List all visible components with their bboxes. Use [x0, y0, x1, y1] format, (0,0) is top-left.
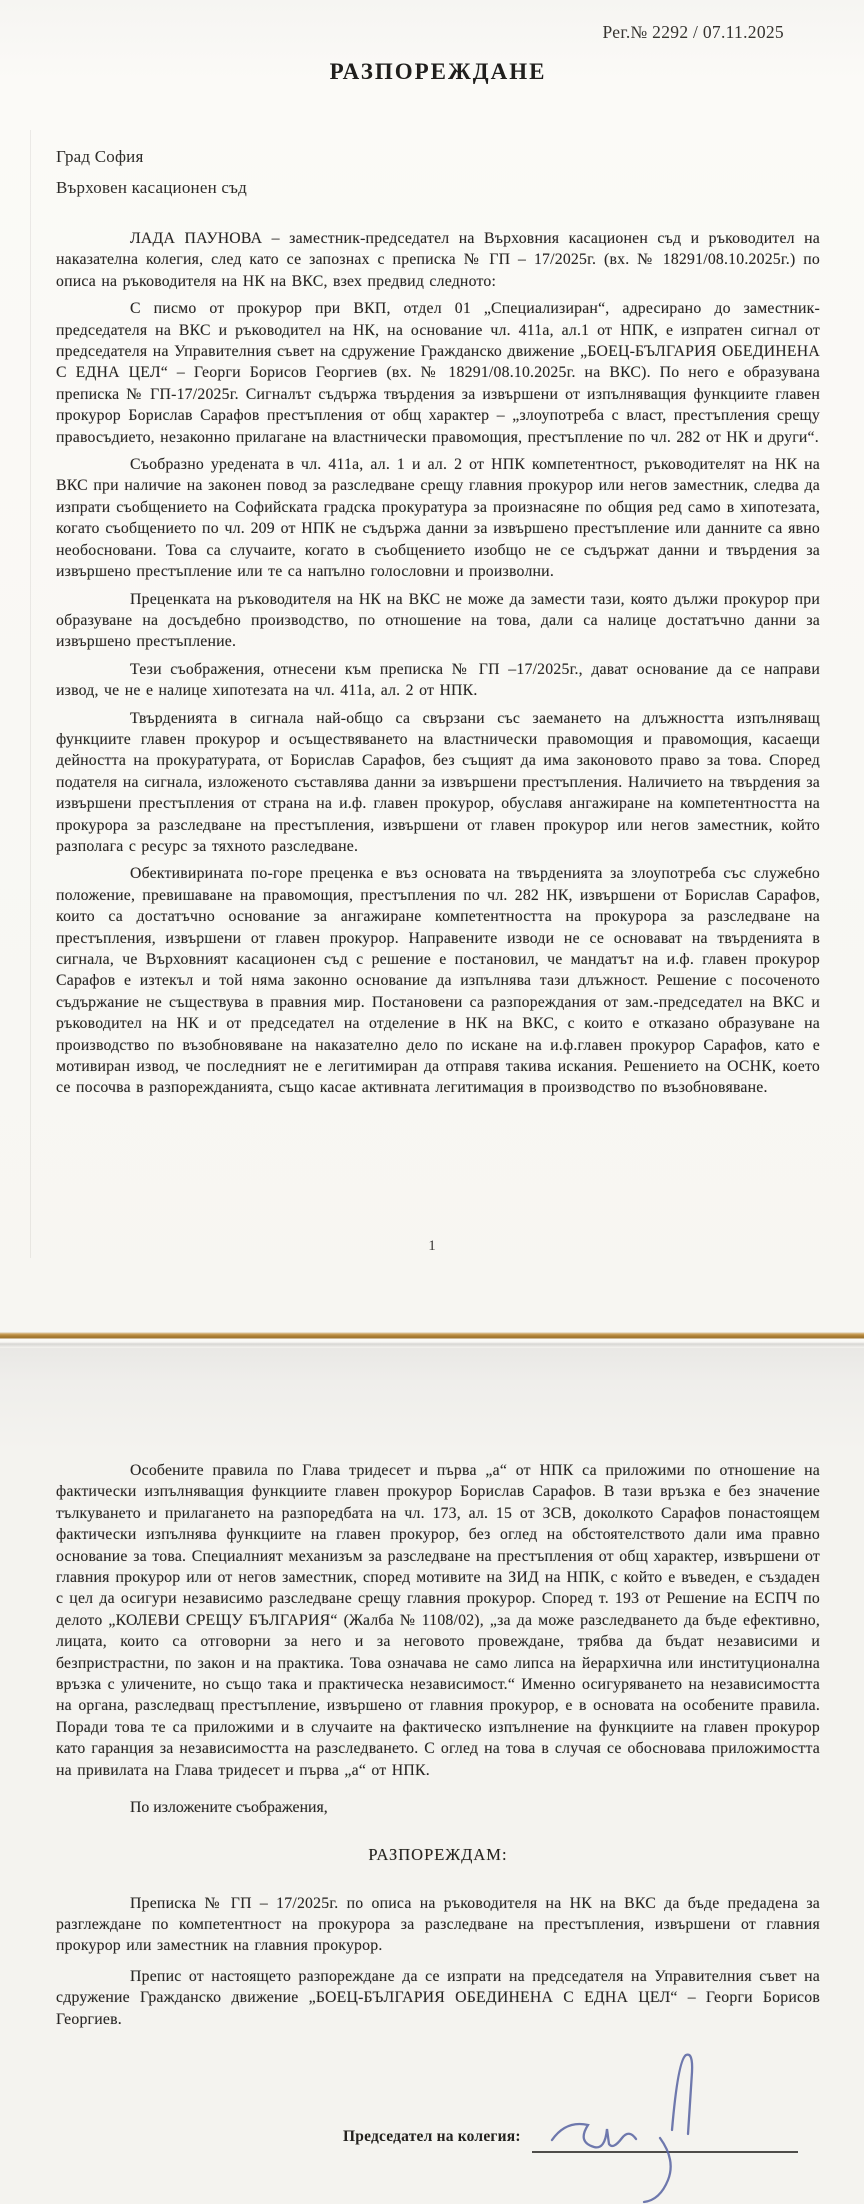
scan-page-2	[0, 1348, 864, 2204]
paragraph: Обективирината по-горе преценка е въз основата на твърденията за злоупотреба със служебно положение, превишаване на правомощия, престъпления по чл. 282 НК, извършени от Борислав Сарафов, които са достатъчно основание за ангажиране компетентността на прокурора за разследване на престъпления, извършени от главен прокурор. Направените изводи не се основават на твърденията в сигнала, че Върховният касационен съд с решение е постановил, че мандатът на и.ф. главен прокурор Сарафов е изтекъл и той няма законно основание да изпълнява тази длъжност. Решение с посоченото съдържание не съществува в правния мир. Постановени са разпореждания от зам.-председател на ВКС и ръководител на НК и от председател на отделение в НК на ВКС, с които е отказано образуване на производство по възобновяване на наказателно дело по искане на и.ф.главен прокурор Сарафов, като е мотивиран извод, че последният не е легитимиран да отправя такива искания. Решението на ОСНК, което се посочва в разпорежданията, също касае активната легитимация в производство по възобновяване.	[56, 865, 820, 1097]
registration-number: Рег.№ 2292 / 07.11.2025	[602, 22, 784, 42]
paragraph: Твърденията в сигнала най-общо са свързани със заемането на длъжността изпълняващ функциите главен прокурор и осъществяването на властнически правомощия и правомощия, касаещи дейността на прокуратурата, от Борислав Сарафов, без същият да има законовото право за това. Според подателя на сигнала, изложеното съставлява данни за извършени престъпления. Наличието на твърдения за извършени престъпления от страна на и.ф. главен прокурор, обуславя ангажиране на компетентността на прокурора за разследване на престъпления, извършени от главен прокурор или негов заместник, който разполага с ресурс за тяхното разследване.	[56, 709, 820, 855]
paragraph: Препис от настоящето разпореждане да се изпрати на председателя на Управителния съвет на сдружение Гражданско движение „БОЕЦ-БЪЛГАРИЯ ОБЕДИНЕНА С ЕДНА ЦЕЛ“ – Георги Борисов Георгиев.	[56, 1967, 820, 2028]
order-heading: РАЗПОРЕЖДАМ:	[368, 1844, 508, 1864]
header-place-block	[56, 141, 820, 203]
page2-body-paragraphs	[56, 1460, 820, 1781]
page-number: 1	[428, 1238, 436, 1254]
document-title: РАЗПОРЕЖДАНЕ	[329, 59, 547, 84]
paragraph: Преписка № ГП – 17/2025г. по описа на ръководителя на НК на ВКС да бъде предадена за разглеждане по компетентност на прокурора за разследване на престъпления, извършени от главния прокурор или заместник на главния прокурор.	[56, 1894, 820, 1955]
signature-label: Председател на колегия:	[343, 2128, 521, 2145]
page1-body-paragraphs	[56, 228, 820, 1099]
closing-line: По изложените съображения,	[130, 1799, 328, 1817]
page-edge-divider	[0, 1332, 864, 1348]
court-line: Върховен касационен съд	[56, 178, 247, 197]
paragraph: Особените правила по Глава тридесет и първа „а“ от НПК са приложими по отношение на фактически изпълняващия функциите главен прокурор Борислав Сарафов. В тази връзка е без значение тълкуването и прилагането на разпоредбата на чл. 173, ал. 15 от ЗСВ, доколкото Сарафов понастоящем фактически изпълнява функциите на главен прокурор, без оглед на обстоятелството дали има правно основание за това. Специалният механизъм за разследване на престъпления от общ характер, извършени от главния прокурор или от негов заместник, според мотивите на ЗИД на НПК, с който е въведен, е създаден с цел да осигури независимо разследване срещу главния прокурор. Според т. 193 от Решение на ЕСПЧ по делото „КОЛЕВИ СРЕЩУ БЪЛГАРИЯ“ (Жалба № 1108/02), „за да може разследването да бъде ефективно, лицата, които са отговорни за него и за неговото провеждане, трябва да бъдат независими и безпристрастни, по закон и на практика. Това означава не само липса на йерархична или институционална връзка с уличените, но също така и практическа независимост.“ Именно осигуряването на независимостта на органа, разследващ престъпление, извършено от главния прокурор, е в основата на особените правила. Поради това те са приложими и в случаите на фактическо изпълнение на функциите на главен прокурор като гаранция за независимостта на разследването. С оглед на това в случая се обосновава приложимостта на привилата на Глава тридесет и първа „а“ от НПК.	[56, 1462, 820, 1779]
paragraph: С писмо от прокурор при ВКП, отдел 01 „Специализиран“, адресирано до заместник-председателя на ВКС и ръководител на НК, на основание чл. 411а, ал.1 от НПК, е изпратен сигнал от председателя на Управителния съвет на сдружение Гражданско движение „БОЕЦ-БЪЛГАРИЯ ОБЕДИНЕНА С ЕДНА ЦЕЛ“ – Георги Борисов Георгиев (вх. № 18291/08.10.2025г. на ВКС). По него е образувана преписка № ГП-17/2025г. Сигналът съдържа твърдения за извършени от изпълняващия функциите главен прокурор Борислав Сарафов престъпления от общ характер – „злоупотреба с власт, престъпления срещу правосъдието, незаконно прилагане на властнически правомощия, престъпление по чл. 282 от НК и други“.	[56, 300, 820, 446]
paragraph: ЛАДА ПАУНОВА – заместник-председател на Върховния касационен съд и ръководител на наказателна колегия, след като се запознах с преписка № ГП – 17/2025г. (вх. № 18291/08.10.2025г.) по описа на ръководителя на НК на ВКС, взех предвид следното:	[56, 230, 820, 290]
city-line: Град София	[56, 147, 144, 166]
paragraph: Тези съображения, отнесени към преписка № ГП –17/2025г., дават основание да се направи извод, че не е налице хипотезата на чл. 411а, ал. 2 от НПК.	[56, 660, 820, 700]
paragraph: Съобразно уредената в чл. 411а, ал. 1 и ал. 2 от НПК компетентност, ръководителят на НК на ВКС при наличие на законен повод за разследване срещу главния прокурор или негов заместник, следва да изпрати съобщението на Софийската градска прокуратура за произнасяне по общия ред само в хипотезата, когато съобщението по чл. 209 от НПК не съдържа данни за извършено престъпление или данните са явно необосновани. Това са случаите, когато в съобщението изобщо не се съдържат данни и твърдения за извършено престъпление или те са напълно голословни и произволни.	[56, 456, 820, 581]
paragraph: Преценката на ръководителя на НК на ВКС не може да замести тази, която дължи прокурор при образуване на досъдебно производство, по отношение на това, дали са налице достатъчно данни за извършено престъпление.	[56, 590, 820, 651]
signature-line	[532, 2151, 798, 2153]
pen-signature-squiggle	[552, 2124, 636, 2147]
pen-stroke-arc	[644, 2138, 671, 2202]
order-paragraphs	[56, 1893, 820, 2030]
pen-stroke-caret	[672, 2055, 692, 2134]
